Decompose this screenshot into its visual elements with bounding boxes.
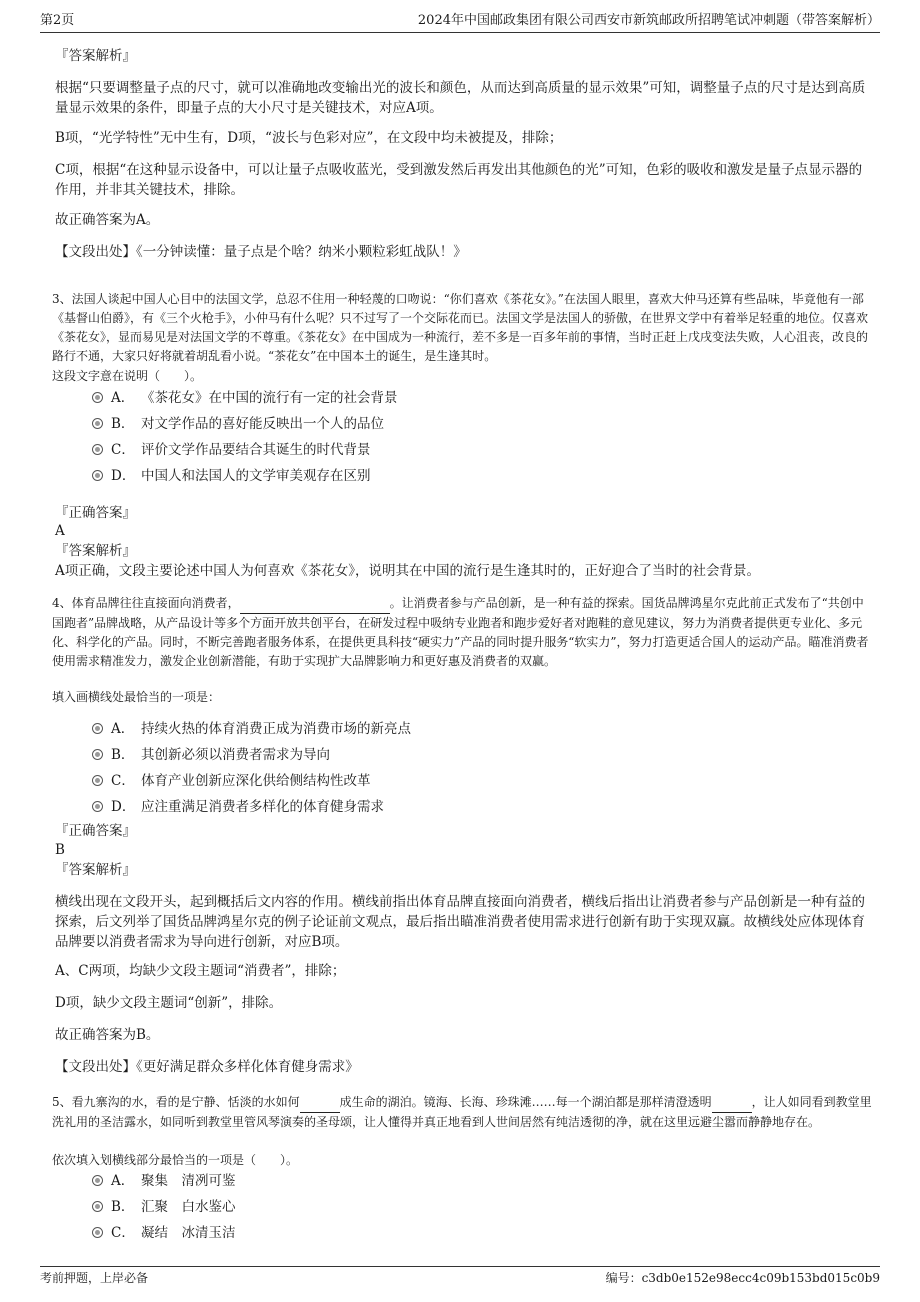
q3-analysis: A项正确，文段主要论述中国人为何喜欢《茶花女》，说明其在中国的流行是生逢其时的，正好迎合了当时的社会背景。 xyxy=(55,563,760,579)
q4-analysis-label: 『答案解析』 xyxy=(55,862,136,878)
page-number: 第2页 xyxy=(40,13,75,28)
q5-option-c[interactable]: C． 凝结 冰清玉洁 xyxy=(92,1220,792,1246)
radio-icon[interactable] xyxy=(92,1227,103,1238)
q2-source: 【文段出处】《一分钟读懂：量子点是个啥？纳米小颗粒彩虹战队！》 xyxy=(55,244,467,260)
q2-conclusion: 故正确答案为A。 xyxy=(55,212,160,228)
q4-analysis-p2: A、C两项，均缺少文段主题词“消费者”，排除； xyxy=(55,963,346,979)
radio-icon[interactable] xyxy=(92,1201,103,1212)
q4-blank xyxy=(240,594,390,614)
page-header xyxy=(40,10,880,33)
q3-option-a[interactable]: A． 《茶花女》在中国的流行有一定的社会背景 xyxy=(92,385,792,411)
q5-blank-1 xyxy=(300,1093,340,1113)
q4-stem: 4、体育品牌往往直接面向消费者， 。让消费者参与产品创新，是一种有益的探索。国货品牌鸿星尔克此前正式发布了“共创中国跑者”品牌战略，从产品设计等多个方面开放共创平台，在研发过程中吸纳专业跑者和跑步爱好者对跑鞋的意见建议，努力为消费者提供更专业化、多元化、科学化的产品。同时，不断完善跑者服务体系，在提供更具科技“硬实力”产品的同时提升服务“软实力”，努力打造更适合国人的运动产品。瞄准消费者使用需求精准发力，激发企业创新潜能，有助于实现扩大品牌影响力和更好惠及消费者的双赢。 xyxy=(52,596,869,668)
q2-analysis-label: 『答案解析』 xyxy=(55,48,136,64)
q5-blank-2 xyxy=(712,1093,752,1113)
page-footer xyxy=(40,1266,880,1289)
q3-analysis-label: 『答案解析』 xyxy=(55,543,136,559)
radio-icon[interactable] xyxy=(92,444,103,455)
q4-correct-answer: B xyxy=(55,842,65,858)
q4-conclusion: 故正确答案为B。 xyxy=(55,1027,160,1043)
radio-icon[interactable] xyxy=(92,418,103,429)
q4-analysis-p1: 横线出现在文段开头，起到概括后文内容的作用。横线前指出体育品牌直接面向消费者，横线后指出让消费者参与产品创新是一种有益的探索，后文列举了国货品牌鸿星尔克的例子论证前文观点，最后指出瞄准消费者使用需求进行创新有助于实现双赢。故横线处应体现体育品牌要以消费者需求为导向进行创新，对应B项。 xyxy=(55,894,865,950)
q4-source: 【文段出处】《更好满足群众多样化体育健身需求》 xyxy=(55,1059,359,1075)
q5-stem: 5、看九寨沟的水，看的是宁静、恬淡的水如何 成生命的湖泊。镜海、长海、珍珠滩……每一个湖泊都是那样清澄透明 ，让人如同看到教堂里洗礼用的圣洁露水，如同听到教堂里管风琴演奏的圣母颂，让人懂得并真正地看到人世间居然有纯洁透彻的净，就在这里远避尘嚣而静静地存在。 xyxy=(52,1095,872,1129)
q4-option-b[interactable]: B． 其创新必须以消费者需求为导向 xyxy=(92,742,792,768)
q5-ask: 依次填入划横线部分最恰当的一项是（ ）。 xyxy=(52,1153,299,1167)
radio-icon[interactable] xyxy=(92,470,103,481)
footer-slogan: 考前押题，上岸必备 xyxy=(40,1271,149,1285)
document-title: 2024年中国邮政集团有限公司西安市新筑邮政所招聘笔试冲刺题（带答案解析） xyxy=(417,13,880,28)
radio-icon[interactable] xyxy=(92,775,103,786)
radio-icon[interactable] xyxy=(92,392,103,403)
q3-ask: 这段文字意在说明（ ）。 xyxy=(52,369,203,383)
radio-icon[interactable] xyxy=(92,723,103,734)
q5-option-a[interactable]: A． 聚集 清冽可鉴 xyxy=(92,1168,792,1194)
q4-analysis-p3: D项，缺少文段主题词“创新”，排除。 xyxy=(55,995,283,1011)
radio-icon[interactable] xyxy=(92,749,103,760)
q3-option-c[interactable]: C． 评价文学作品要结合其诞生的时代背景 xyxy=(92,437,792,463)
q5-options xyxy=(92,1168,792,1246)
radio-icon[interactable] xyxy=(92,801,103,812)
radio-icon[interactable] xyxy=(92,1175,103,1186)
q4-option-d[interactable]: D． 应注重满足消费者多样化的体育健身需求 xyxy=(92,794,792,820)
q2-analysis-p1: 根据“只要调整量子点的尺寸，就可以准确地改变输出光的波长和颜色，从而达到高质量的显示效果”可知，调整量子点的尺寸是达到高质量显示效果的条件，即量子点的大小尺寸是关键技术，对应A项。 xyxy=(55,80,866,116)
q3-stem: 3、法国人谈起中国人心目中的法国文学，总忍不住用一种轻蔑的口吻说：“你们喜欢《茶花女》。”在法国人眼里，喜欢大仲马还算有些品味，毕竟他有一部《基督山伯爵》，有《三个火枪手》，小仲马有什么呢？只不过写了一个交际花而已。法国文学是法国人的骄傲，在世界文学中有着举足轻重的地位。仅喜欢《茶花女》，显而易见是对法国文学的不尊重。《茶花女》在中国成为一种流行，差不多是一百多年前的事情，当时正赶上戊戌变法失败，人心沮丧，改良的路行不通，大家只好将就着胡乱看小说。“茶花女”在中国本土的诞生，是生逢其时。 xyxy=(52,292,869,363)
q3-correct-label: 『正确答案』 xyxy=(55,505,136,521)
q2-analysis-p2: B项，“光学特性”无中生有，D项，“波长与色彩对应”，在文段中均未被提及，排除； xyxy=(55,130,563,146)
q4-correct-label: 『正确答案』 xyxy=(55,823,136,839)
q4-options xyxy=(92,716,792,820)
q2-analysis-p3: C项，根据“在这种显示设备中，可以让量子点吸收蓝光，受到激发然后再发出其他颜色的光”可知，色彩的吸收和激发是量子点显示器的作用，并非其关键技术，排除。 xyxy=(55,162,863,198)
q3-option-d[interactable]: D． 中国人和法国人的文学审美观存在区别 xyxy=(92,463,792,489)
q3-option-b[interactable]: B． 对文学作品的喜好能反映出一个人的品位 xyxy=(92,411,792,437)
document-id: 编号：c3db0e152e98ecc4c09b153bd015c0b9 xyxy=(605,1271,880,1285)
q5-option-b[interactable]: B． 汇聚 白水鉴心 xyxy=(92,1194,792,1220)
q4-option-c[interactable]: C． 体育产业创新应深化供给侧结构性改革 xyxy=(92,768,792,794)
q3-options xyxy=(92,385,792,489)
q3-correct-answer: A xyxy=(55,523,65,539)
q4-ask: 填入画横线处最恰当的一项是： xyxy=(52,690,221,704)
q4-option-a[interactable]: A． 持续火热的体育消费正成为消费市场的新亮点 xyxy=(92,716,792,742)
